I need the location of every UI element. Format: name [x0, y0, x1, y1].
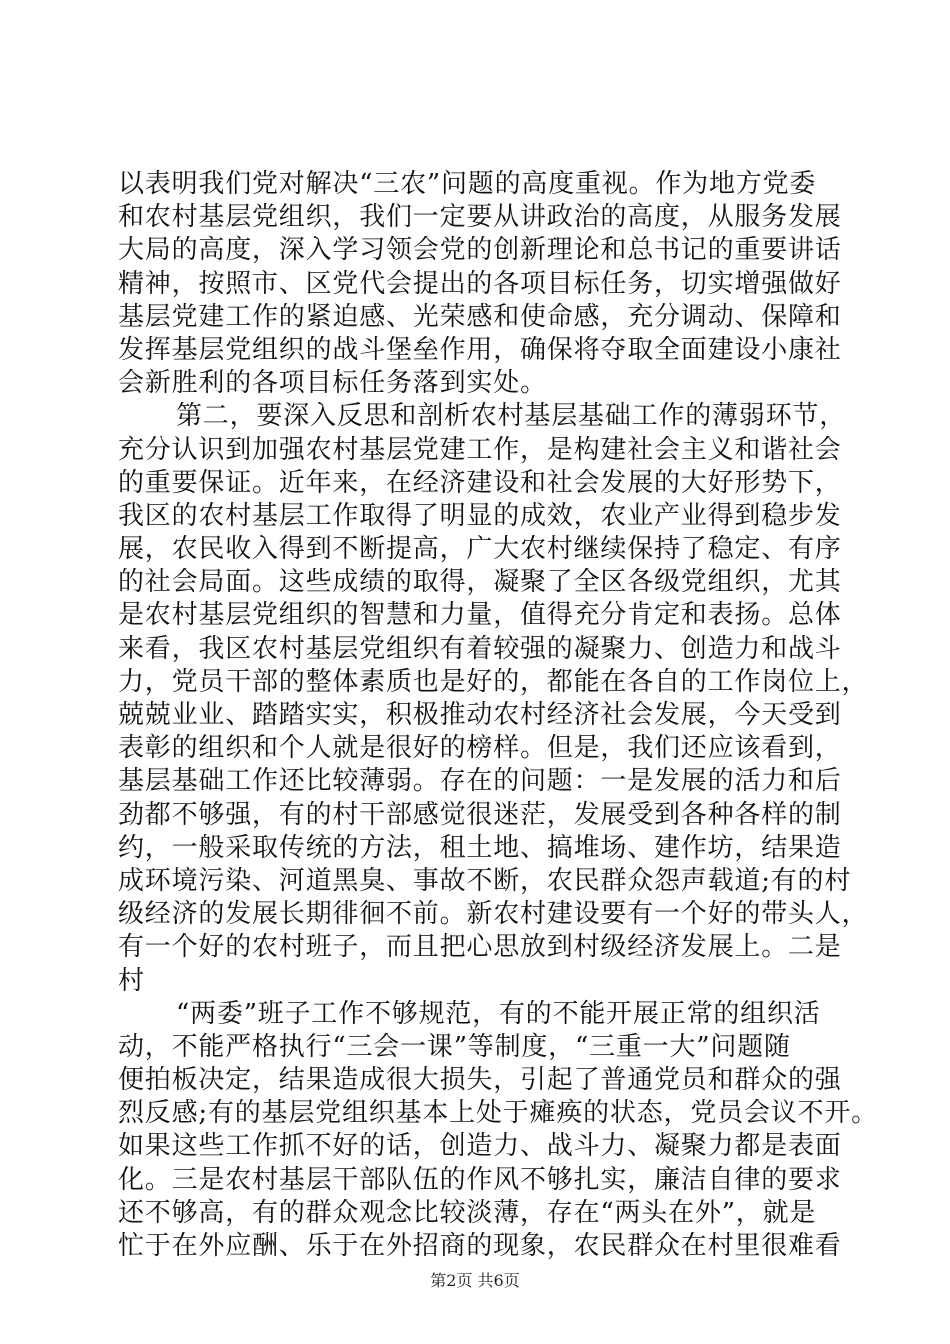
text-line: 我区的农村基层工作取得了明显的成效，农业产业得到稳步发: [118, 500, 842, 531]
text-line: 精神，按照市、区党代会提出的各项目标任务，切实增强做好: [118, 268, 842, 299]
text-line: 有一个好的农村班子，而且把心思放到村级经济发展上。二是: [118, 932, 842, 963]
text-line: 和农村基层党组织，我们一定要从讲政治的高度，从服务发展: [118, 202, 842, 233]
text-line: 的重要保证。近年来，在经济建设和社会发展的大好形势下，: [118, 467, 842, 498]
text-line: 发挥基层党组织的战斗堡垒作用，确保将夺取全面建设小康社: [118, 334, 842, 365]
text-line: 如果这些工作抓不好的话，创造力、战斗力、凝聚力都是表面: [118, 1131, 842, 1162]
text-line: 基层党建工作的紧迫感、光荣感和使命感，充分调动、保障和: [118, 301, 842, 332]
text-line: “两委”班子工作不够规范，有的不能开展正常的组织活: [176, 998, 821, 1029]
text-line: 化。三是农村基层干部队伍的作风不够扎实，廉洁自律的要求: [118, 1164, 842, 1195]
text-line: 表彰的组织和个人就是很好的榜样。但是，我们还应该看到，: [118, 733, 842, 764]
text-line: 是农村基层党组织的智慧和力量，值得充分肯定和表扬。总体: [118, 600, 842, 631]
text-line: 便拍板决定，结果造成很大损失，引起了普通党员和群众的强: [118, 1065, 842, 1096]
text-line: 的社会局面。这些成绩的取得，凝聚了全区各级党组织，尤其: [118, 567, 842, 598]
text-line: 劲都不够强，有的村干部感觉很迷茫，发展受到各种各样的制: [118, 799, 842, 830]
text-line: 成环境污染、河道黑臭、事故不断，农民群众怨声载道;有的村: [118, 865, 852, 896]
text-line: 以表明我们党对解决“三农”问题的高度重视。作为地方党委: [118, 169, 817, 199]
text-line: 级经济的发展长期徘徊不前。新农村建设要有一个好的带头人，: [118, 899, 869, 930]
text-line: 村: [118, 965, 145, 996]
text-line: 约，一般采取传统的方法，租土地、搞堆场、建作坊，结果造: [118, 832, 842, 863]
text-line: 大局的高度，深入学习领会党的创新理论和总书记的重要讲话: [118, 235, 842, 266]
text-line: 力，党员干部的整体素质也是好的，都能在各自的工作岗位上，: [118, 666, 869, 697]
text-line: 烈反感;有的基层党组织基本上处于瘫痪的状态，党员会议不开。: [118, 1098, 878, 1129]
text-line: 来看，我区农村基层党组织有着较强的凝聚力、创造力和战斗: [118, 633, 842, 664]
text-line: 基层基础工作还比较薄弱。存在的问题：一是发展的活力和后: [118, 766, 842, 797]
text-line: 第二，要深入反思和剖析农村基层基础工作的薄弱环节，: [176, 401, 847, 432]
text-line: 还不够高，有的群众观念比较淡薄，存在“两头在外”，就是: [118, 1197, 817, 1228]
text-line: 展，农民收入得到不断提高，广大农村继续保持了稳定、有序: [118, 534, 842, 565]
text-line: 忙于在外应酬、乐于在外招商的现象，农民群众在村里很难看: [118, 1231, 842, 1261]
text-line: 兢兢业业、踏踏实实，积极推动农村经济社会发展，今天受到: [118, 700, 842, 730]
document-body: [118, 168, 878, 1263]
text-line: 动，不能严格执行“三会一课”等制度，“三重一大”问题随: [118, 1031, 791, 1062]
text-line: 充分认识到加强农村基层党建工作，是构建社会主义和谐社会: [118, 434, 842, 465]
text-line: 会新胜利的各项目标任务落到实处。: [118, 368, 547, 399]
page-footer: 第2页 共6页: [430, 1271, 520, 1290]
